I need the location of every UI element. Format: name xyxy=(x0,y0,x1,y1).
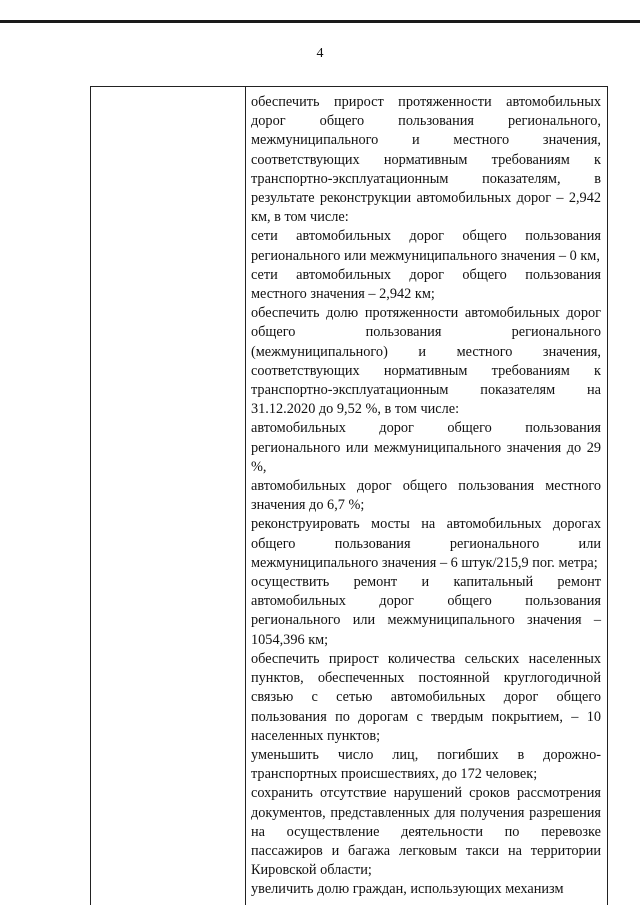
target-paragraph: обеспечить долю протяженности автомобильных дорог общего пользования регионального (межмуниципального) и местного значения, соответствующих нормативным требованиям к транспортно-эксплуатационным показателям на 31.12.2020 до 9,52 %, в том числе: xyxy=(251,305,601,418)
empty-left-cell xyxy=(91,87,246,905)
header-rule xyxy=(0,20,640,23)
target-paragraph: сети автомобильных дорог общего пользования регионального или межмуниципального значения – 0 км, xyxy=(251,228,601,264)
target-paragraph: уменьшить число лиц, погибших в дорожно-транспортных происшествиях, до 172 человек; xyxy=(251,746,601,783)
target-paragraph: сети автомобильных дорог общего пользования местного значения – 2,942 км; xyxy=(251,266,601,303)
page-number: 4 xyxy=(316,46,324,61)
target-paragraph: обеспечить прирост количества сельских населенных пунктов, обеспеченных постоянной круглогодичной связью с сетью автомобильных дорог общего пользования по дорогам с твердым покрытием, – 10 населенных пунктов; xyxy=(251,650,601,744)
target-paragraph: сохранить отсутствие нарушений сроков рассмотрения документов, представленных для получения разрешения на осуществление деятельности по перевозке пассажиров и багажа легковым такси на территории Кировской области; xyxy=(251,785,601,879)
target-paragraph: автомобильных дорог общего пользования местного значения до 6,7 %; xyxy=(251,478,601,514)
target-paragraph: автомобильных дорог общего пользования регионального или межмуниципального значения до 29 %, xyxy=(251,420,601,475)
targets-cell xyxy=(246,87,607,900)
target-paragraph: увеличить долю граждан, использующих механизм xyxy=(251,881,564,898)
target-paragraph: реконструировать мосты на автомобильных дорогах общего пользования регионального или межмуниципального значения – 6 штук/215,9 пог. метра; xyxy=(251,516,601,571)
target-paragraph: осуществить ремонт и капитальный ремонт автомобильных дорог общего пользования регионального или межмуниципального значения – 1054,396 км; xyxy=(251,574,601,648)
content-table xyxy=(90,86,608,905)
target-paragraph: обеспечить прирост протяженности автомобильных дорог общего пользования регионального, межмуниципального и местного значения, соответствующих нормативным требованиям к транспортно-эксплуатационным показателям, в результате реконструкции автомобильных дорог – 2,942 км, в том числе: xyxy=(251,94,601,226)
